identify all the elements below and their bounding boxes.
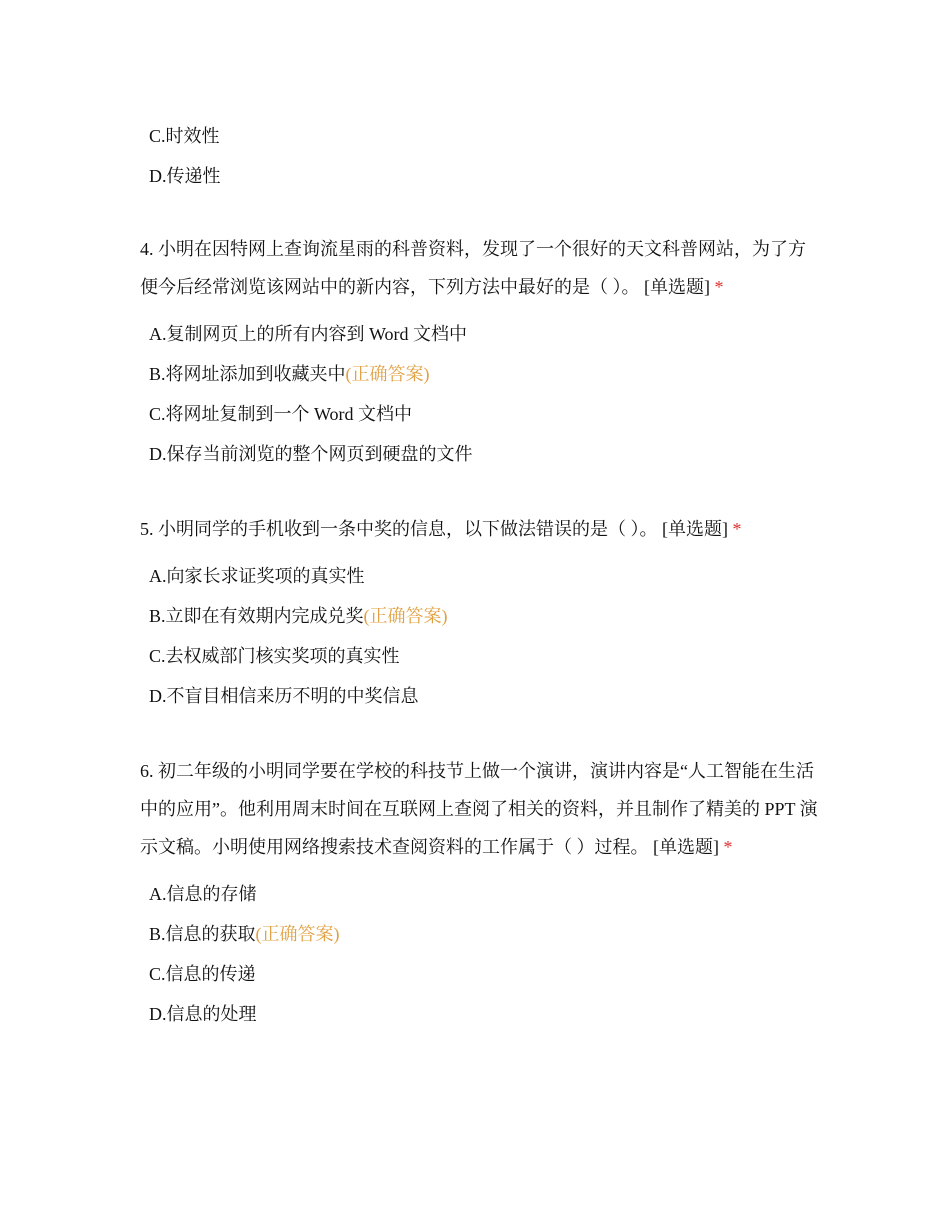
question-5: [140, 510, 820, 716]
option-item: C.时效性: [149, 126, 220, 146]
carryover-options: [149, 116, 221, 196]
option-b: B.立即在有效期内完成兑奖(正确答案): [149, 606, 448, 626]
required-mark: *: [723, 837, 733, 857]
option-a: A.信息的存储: [149, 884, 257, 904]
question-type-label: [单选题]: [644, 277, 710, 297]
required-mark: *: [714, 277, 724, 297]
question-type-label: [单选题]: [662, 519, 728, 539]
option-c: C.信息的传递: [149, 964, 256, 984]
option-d: D.保存当前浏览的整个网页到硬盘的文件: [149, 444, 473, 464]
option-a: A.复制网页上的所有内容到 Word 文档中: [149, 324, 468, 344]
option-b: B.将网址添加到收藏夹中(正确答案): [149, 364, 430, 384]
question-text: 6. 初二年级的小明同学要在学校的科技节上做一个演讲，演讲内容是“人工智能在生活中的应用”。他利用周末时间在互联网上查阅了相关的资料，并且制作了精美的 PPT 演示文稿。小明使用网络搜索技术查阅资料的工作属于（ ）过程。 [单选题] *: [140, 761, 818, 857]
question-text: 4. 小明在因特网上查询流星雨的科普资料，发现了一个很好的天文科普网站，为了方便今后经常浏览该网站中的新内容，下列方法中最好的是（ ）。 [单选题] *: [140, 239, 806, 297]
question-text: 5. 小明同学的手机收到一条中奖的信息，以下做法错误的是（ ）。 [单选题] *: [140, 519, 742, 539]
option-d: D.信息的处理: [149, 1004, 257, 1024]
correct-answer-tag: (正确答案): [363, 606, 448, 626]
option-d: D.不盲目相信来历不明的中奖信息: [149, 686, 419, 706]
correct-answer-tag: (正确答案): [345, 364, 430, 384]
option-item: D.传递性: [149, 166, 221, 186]
option-c: C.将网址复制到一个 Word 文档中: [149, 404, 413, 424]
correct-answer-tag: (正确答案): [255, 924, 340, 944]
option-a: A.向家长求证奖项的真实性: [149, 566, 365, 586]
question-4: [140, 230, 820, 474]
question-6: [140, 752, 820, 1034]
required-mark: *: [732, 519, 742, 539]
option-b: B.信息的获取(正确答案): [149, 924, 340, 944]
option-c: C.去权威部门核实奖项的真实性: [149, 646, 400, 666]
question-type-label: [单选题]: [653, 837, 719, 857]
